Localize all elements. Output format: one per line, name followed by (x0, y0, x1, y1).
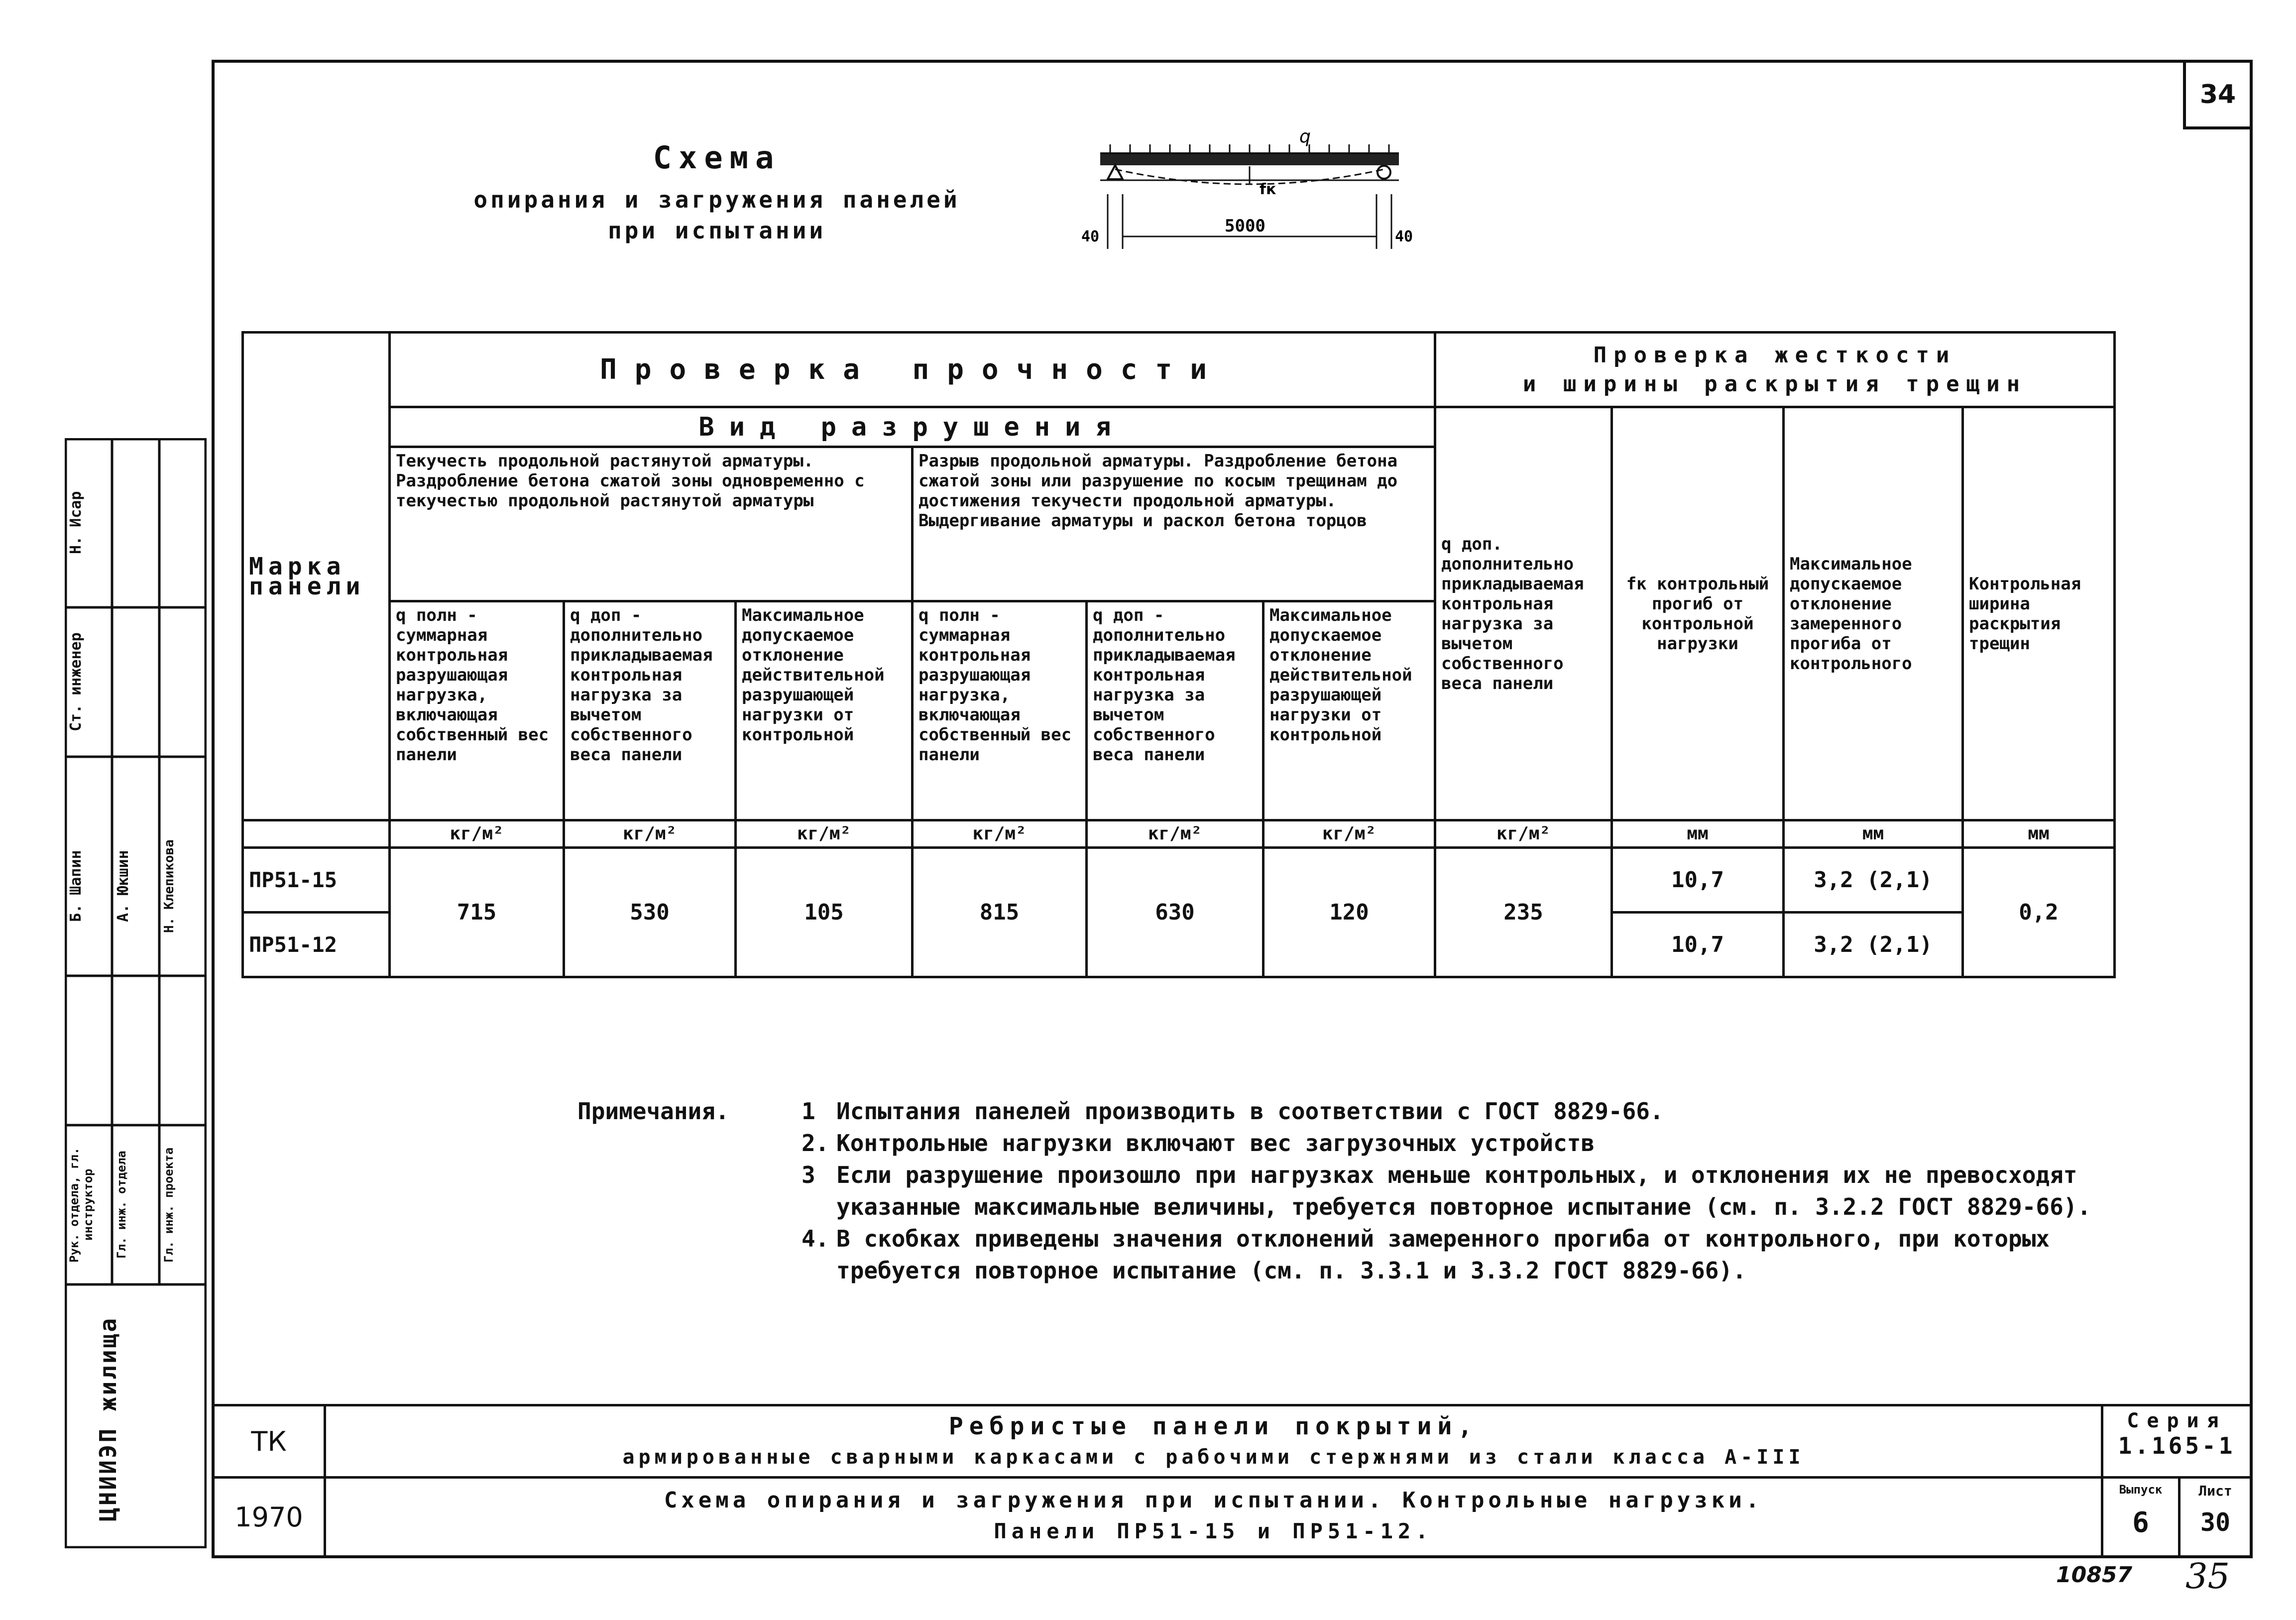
inventory-number: 10857 (2056, 1562, 2133, 1588)
col-g1-max-dev: Максимальное допускаемое отклонение действительной разрушающей нагрузки от контрольной (736, 601, 913, 820)
issue-value: 6 (2132, 1506, 2149, 1539)
engineer-label: Ст. инженер (67, 632, 85, 732)
title-line2: армированные сварными каркасами с рабочими стержнями из стали класса А-III (622, 1446, 1805, 1469)
scheme-subtitle-line1: опирания и загружения панелей (473, 186, 960, 213)
series-cell (2101, 1404, 2253, 1479)
note-text: В скобках приведены значения отклонений замеренного прогиба от контрольного, при которых требуется повторное испытание (см. п. 3.3.1 и 3.3.2 ГОСТ 8829-66). (836, 1225, 2050, 1284)
col-g1-q-add: q доп - дополнительно прикладываемая контрольная нагрузка за вычетом собственного веса панели (564, 601, 736, 820)
g1-q-add-value: 530 (564, 848, 736, 977)
unit-cell: кг/м² (736, 820, 913, 848)
note-item: 3 Если разрушение произошло при нагрузках меньше контрольных, и отклонения их не превосходят указанные максимальные величины, требуется повторное испытание (см. п. 3.2.2 ГОСТ 8829-66). (577, 1159, 2121, 1223)
sheet-cell (2178, 1476, 2253, 1558)
scheme-title: Схема (653, 139, 781, 176)
dim-span: 5000 (1225, 216, 1265, 236)
fk-value: 10,7 (1612, 848, 1784, 913)
unit-cell: кг/м² (913, 820, 1087, 848)
load-label: q (1299, 126, 1311, 147)
group2-header: Разрыв продольной арматуры. Раздробление бетона сжатой зоны или разрушение по косым трещинам до достижения текучести продольной арматуры. Выдергивание арматуры и раскол бетона торцов (913, 447, 1435, 601)
note-item: 2. Контрольные нагрузки включают вес загрузочных устройств (577, 1127, 2121, 1159)
org-code: ТК (212, 1404, 326, 1479)
issue-cell (2101, 1476, 2181, 1558)
note-text: Испытания панелей производить в соответствии с ГОСТ 8829-66. (836, 1098, 1664, 1125)
units-row (243, 820, 2115, 848)
sheet-label: Лист (2198, 1483, 2232, 1499)
scheme-subtitle-line2: при испытании (607, 217, 826, 244)
distributed-load-ticks (1110, 144, 1389, 153)
unit-cell: мм (1612, 820, 1784, 848)
g2-q-full-value: 815 (913, 848, 1087, 977)
series-label: Серия (2127, 1409, 2227, 1432)
note-item: 4. В скобках приведены значения отклонений замеренного прогиба от контрольного, при которых требуется повторное испытание (см. п. 3.3.1 и 3.3.2 ГОСТ 8829-66). (577, 1223, 2121, 1286)
org-logo: ЦНИИЭП жилища (95, 1316, 121, 1522)
col-stiff-q: q доп. дополнительно прикладываемая контрольная нагрузка за вычетом собственного веса панели (1435, 407, 1612, 820)
title-cell (324, 1404, 2103, 1479)
table-row (243, 848, 2115, 913)
stiffness-header-line1: Проверка жесткости (1593, 342, 1956, 368)
right-support (1378, 166, 1390, 179)
loading-scheme-diagram (1080, 124, 1419, 264)
unit-cell: кг/м² (390, 820, 564, 848)
col-crack: Контрольная ширина раскрытия трещин (1963, 407, 2115, 820)
notes-block (577, 1095, 2121, 1286)
unit-cell: мм (1963, 820, 2115, 848)
col-g2-max-dev: Максимальное допускаемое отклонение действительной разрушающей нагрузки от контрольной (1263, 601, 1435, 820)
engineer-name: Н. Исар (67, 491, 85, 555)
unit-cell: кг/м² (1435, 820, 1612, 848)
unit-cell: кг/м² (1263, 820, 1435, 848)
desc-line1: Схема опирания и загружения при испытании. Контрольные нагрузки. (664, 1488, 1763, 1513)
year: 1970 (212, 1476, 326, 1558)
name-1: Б. Шапин (67, 850, 85, 923)
stiffness-header-line2: и ширины раскрытия трещин (1522, 371, 2027, 397)
col-fk: fк контрольный прогиб от контрольной нагрузки (1612, 407, 1784, 820)
page-number: 34 (2183, 60, 2253, 129)
panel-mark: ПР51-15 (243, 848, 390, 913)
g1-q-full-value: 715 (390, 848, 564, 977)
group1-header: Текучесть продольной растянутой арматуры. Раздробление бетона сжатой зоны одновременно с текучестью продольной растянутой арматуры (390, 447, 913, 601)
dim-right: 40 (1395, 228, 1413, 245)
col-g1-q-full: q полн - суммарная контрольная разрушающая нагрузка, включающая собственный вес панели (390, 601, 564, 820)
unit-cell: мм (1784, 820, 1963, 848)
unit-cell: кг/м² (564, 820, 736, 848)
control-loads-table (241, 331, 2116, 978)
dim-left: 40 (1081, 228, 1100, 245)
note-text: Контрольные нагрузки включают вес загрузочных устройств (836, 1130, 1595, 1157)
side-approval-stamp (65, 438, 207, 1548)
scheme-subtitle (368, 184, 1065, 246)
note-item: Примечания. 1 Испытания панелей производить в соответствии с ГОСТ 8829-66. (577, 1095, 2121, 1127)
signature-block (67, 767, 110, 966)
role-1: Рук. отдела, гл. инструктор (67, 1147, 95, 1263)
g1-dev-value: 105 (736, 848, 913, 977)
g2-q-add-value: 630 (1087, 848, 1263, 977)
deflection-label: fк (1260, 181, 1276, 198)
col-g2-q-full: q полн - суммарная контрольная разрушающая нагрузка, включающая собственный вес панели (913, 601, 1087, 820)
col-g2-q-add: q доп - дополнительно прикладываемая контрольная нагрузка за вычетом собственного веса панели (1087, 601, 1263, 820)
panel-mark: ПР51-12 (243, 913, 390, 977)
desc-line2: Панели ПР51-15 и ПР51-12. (994, 1519, 1433, 1543)
stiff-q-value: 235 (1435, 848, 1612, 977)
series-value: 1.165-1 (2118, 1432, 2236, 1459)
crack-value: 0,2 (1963, 848, 2115, 977)
desc-cell (324, 1476, 2103, 1558)
name-3: Н. Клепикова (162, 839, 177, 933)
issue-label: Выпуск (2119, 1483, 2163, 1497)
panel-beam (1100, 154, 1399, 165)
unit-cell: кг/м² (1087, 820, 1263, 848)
left-support (1108, 165, 1123, 179)
max-defl-value: 3,2 (2,1) (1784, 913, 1963, 977)
stiffness-header (1435, 333, 2115, 407)
notes-label: Примечания. (577, 1098, 729, 1125)
role-3: Гл. инж. проекта (162, 1147, 176, 1263)
col-max-defl: Максимальное допускаемое отклонение замеренного прогиба от контрольного (1784, 407, 1963, 820)
sheet-value: 30 (2200, 1508, 2231, 1537)
title-line1: Ребристые панели покрытий, (948, 1412, 1479, 1440)
name-2: А. Юкшин (115, 850, 132, 923)
failure-type-header: Вид разрушения (390, 407, 1435, 447)
page-total: 35 (2185, 1556, 2230, 1597)
marka-header: Марка панели (243, 333, 390, 820)
strength-header: Проверка прочности (390, 333, 1435, 407)
fk-value: 10,7 (1612, 913, 1784, 977)
note-text: Если разрушение произошло при нагрузках меньше контрольных, и отклонения их не превосходят указанные максимальные величины, требуется повторное испытание (см. п. 3.2.2 ГОСТ 8829-66). (836, 1161, 2091, 1220)
g2-dev-value: 120 (1263, 848, 1435, 977)
role-2: Гл. инж. отдела (115, 1151, 128, 1259)
title-block (212, 1404, 2253, 1558)
max-defl-value: 3,2 (2,1) (1784, 848, 1963, 913)
